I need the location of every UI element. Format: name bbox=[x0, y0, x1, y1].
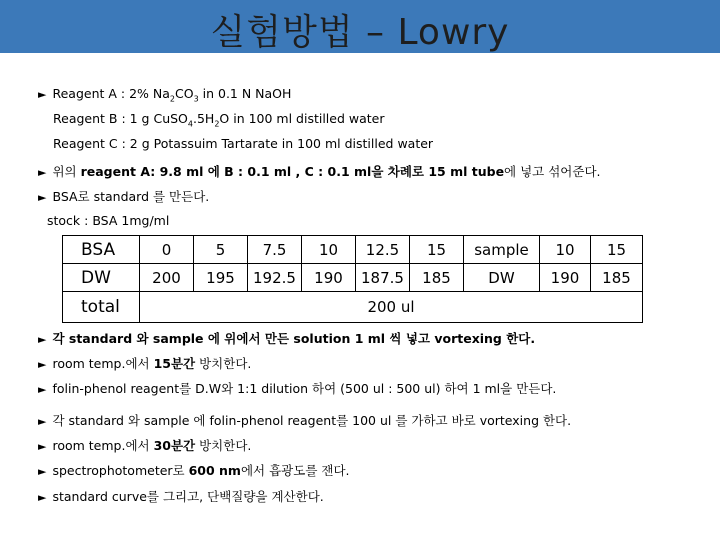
table-cell: 5 bbox=[194, 236, 248, 264]
arrow-bullet-icon: ► bbox=[38, 333, 47, 346]
table-cell: 195 bbox=[194, 264, 248, 292]
step-incubate-30: ► room temp.에서 30분간 방치한다. bbox=[38, 438, 252, 453]
arrow-bullet-icon: ► bbox=[38, 358, 47, 371]
reagent-b-line: Reagent B : 1 g $CuSO_4.5H_2O$ in 100 ml distilled water bbox=[53, 111, 385, 129]
total-label-cell: total bbox=[63, 292, 140, 323]
table-cell: 190 bbox=[540, 264, 591, 292]
table-cell: 187.5 bbox=[356, 264, 410, 292]
table-cell: 15 bbox=[591, 236, 643, 264]
arrow-bullet-icon: ► bbox=[38, 383, 47, 396]
step-incubate-15: ► room temp.에서 15분간 방치한다. bbox=[38, 356, 252, 371]
arrow-bullet-icon: ► bbox=[38, 491, 47, 504]
table-cell: 7.5 bbox=[248, 236, 302, 264]
step-standard-curve: ► standard curve를 그리고, 단백질량을 계산한다. bbox=[38, 489, 324, 504]
arrow-bullet-icon: ► bbox=[38, 166, 47, 179]
step-mix-reagents: ► 위의 reagent A: 9.8 ml 에 B : 0.1 ml , C : 0.1 ml을 차례로 15 ml tube에 넣고 섞어준다. bbox=[38, 164, 601, 179]
arrow-bullet-icon: ► bbox=[38, 415, 47, 428]
table-cell: BSA bbox=[63, 236, 140, 264]
reagent-a-line: ► Reagent A : 2% $Na_2CO_3$ in 0.1 N NaOH bbox=[38, 86, 292, 104]
table-cell: 185 bbox=[410, 264, 464, 292]
table-row bbox=[63, 264, 643, 292]
stock-note: stock : BSA 1mg/ml bbox=[47, 213, 170, 228]
step-make-standard: ► BSA로 standard 를 만든다. bbox=[38, 189, 210, 204]
table-cell: DW bbox=[63, 264, 140, 292]
table-cell: sample bbox=[464, 236, 540, 264]
table-cell: 185 bbox=[591, 264, 643, 292]
table-cell: 0 bbox=[140, 236, 194, 264]
total-value-cell: 200 ul bbox=[140, 292, 643, 323]
table-cell: 15 bbox=[410, 236, 464, 264]
step-add-folin: ► 각 standard 와 sample 에 folin-phenol reagent를 100 ul 를 가하고 바로 vortexing 한다. bbox=[38, 413, 572, 428]
table-row bbox=[63, 292, 643, 323]
step-dilute-folin: ► folin-phenol reagent를 D.W와 1:1 dilution 하여 (500 ul : 500 ul) 하여 1 ml을 만든다. bbox=[38, 381, 557, 396]
table-cell: DW bbox=[464, 264, 540, 292]
table-cell: 200 bbox=[140, 264, 194, 292]
reagent-c-line: Reagent C : 2 g Potassuim Tartarate in 100 ml distilled water bbox=[53, 136, 434, 151]
table-cell: 192.5 bbox=[248, 264, 302, 292]
step-measure-absorbance: ► spectrophotometer로 600 nm에서 흡광도를 잰다. bbox=[38, 463, 350, 478]
arrow-bullet-icon: ► bbox=[38, 88, 47, 101]
arrow-bullet-icon: ► bbox=[38, 440, 47, 453]
table-row bbox=[63, 236, 643, 264]
table-cell: 12.5 bbox=[356, 236, 410, 264]
table-cell: 10 bbox=[302, 236, 356, 264]
arrow-bullet-icon: ► bbox=[38, 465, 47, 478]
step-add-solution: ► 각 standard 와 sample 에 위에서 만든 solution 1 ml 씩 넣고 vortexing 한다. bbox=[38, 331, 536, 346]
table-cell: 10 bbox=[540, 236, 591, 264]
table-cell: 190 bbox=[302, 264, 356, 292]
arrow-bullet-icon: ► bbox=[38, 191, 47, 204]
slide-title: 실험방법 – Lowry bbox=[210, 12, 510, 53]
standard-table bbox=[62, 235, 643, 323]
